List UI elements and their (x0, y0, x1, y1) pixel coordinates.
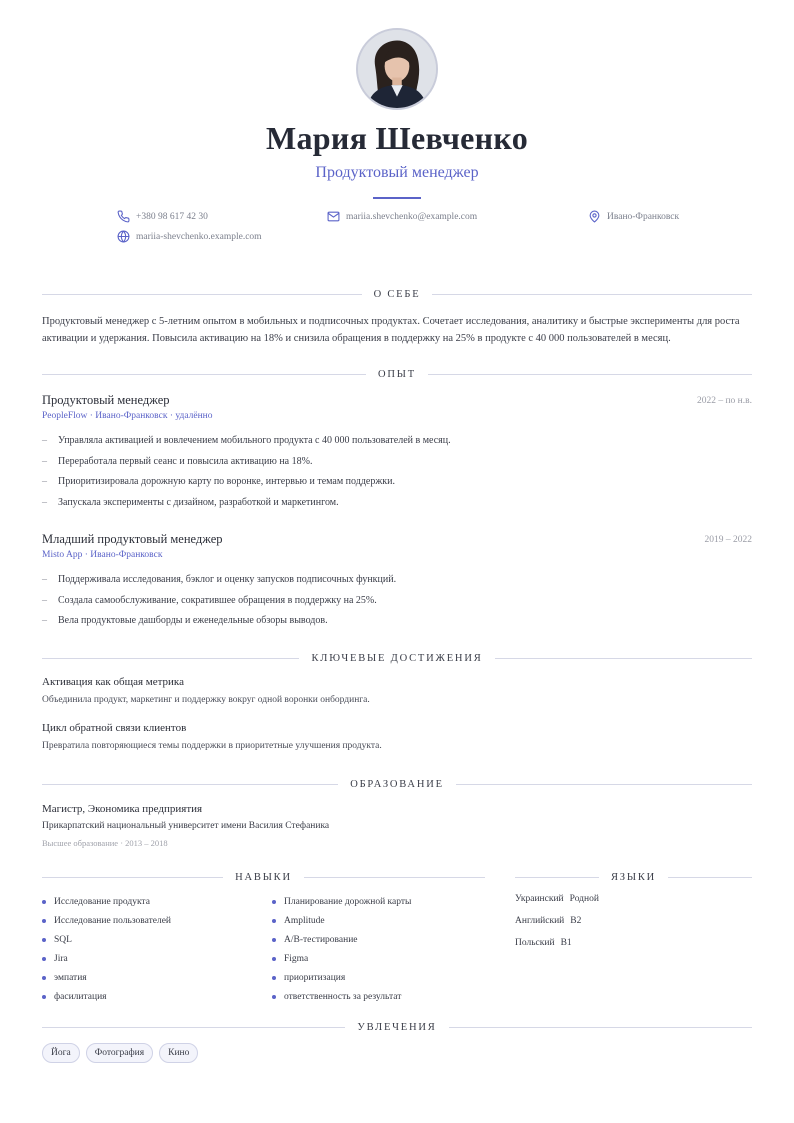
hobby-chip: Кино (159, 1043, 198, 1063)
contact-email[interactable] (327, 210, 477, 223)
list-item: – Запускала эксперименты с дизайном, разработкой и маркетингом. (42, 496, 339, 508)
achievement-desc: Объединила продукт, маркетинг и поддержку вокруг одной воронки онбординга. (42, 695, 370, 705)
profile-photo (358, 30, 436, 108)
list-item: – Вела продуктовые дашборды и еженедельные обзоры выводов. (42, 615, 328, 626)
about-text: Продуктовый менеджер с 5-летним опытом в мобильных и подписочных продуктах. Сочетает исследования, аналитику и быстрые эксперименты для роста активации и удержания. Повысила активацию на 18% и снизила обращения в поддержку на 25% в продукте с 40 000 пользователей в месяц. (42, 316, 740, 344)
job-bullets (42, 572, 742, 634)
list-item: – Создала самообслуживание, сократившее обращения в поддержку на 25%. (42, 594, 377, 606)
skill-item: A/B-тестирование (272, 930, 411, 949)
education-degree: Магистр, Экономика предприятия (42, 803, 203, 815)
section-title: УВЛЕЧЕНИЯ (357, 1021, 437, 1033)
hobby-chip: Фотография (86, 1043, 153, 1063)
section-achievements-header (42, 651, 752, 665)
hobby-chip: Йога (42, 1043, 80, 1063)
candidate-role: Продуктовый менеджер (315, 164, 479, 181)
avatar (356, 28, 438, 110)
skill-item: эмпатия (42, 968, 171, 987)
section-about-header (42, 287, 752, 301)
contact-phone[interactable] (117, 210, 208, 223)
job-title: Продуктовый менеджер (42, 393, 170, 407)
section-education-header (42, 777, 752, 791)
skill-item: Jira (42, 949, 171, 968)
contact-website[interactable] (117, 230, 262, 243)
achievement-title: Цикл обратной связи клиентов (42, 722, 187, 734)
skill-item: Исследование продукта (42, 892, 171, 911)
hobby-chips (42, 1043, 198, 1063)
skill-item: фасилитация (42, 987, 171, 1006)
job-company: Misto App · Ивано-Франковск (42, 550, 163, 560)
skill-item: SQL (42, 930, 171, 949)
skill-item: Исследование пользователей (42, 911, 171, 930)
skill-item: ответственность за результат (272, 987, 411, 1006)
contact-location-text: Ивано-Франковск (607, 211, 680, 222)
section-skills-header (42, 870, 485, 884)
achievement-title: Активация как общая метрика (42, 676, 184, 688)
section-title: НАВЫКИ (235, 871, 292, 883)
section-title: ОПЫТ (378, 368, 416, 380)
skill-item: Figma (272, 949, 411, 968)
contact-website-text: mariia-shevchenko.example.com (136, 231, 262, 242)
job-company: PeopleFlow · Ивано-Франковск · удалённо (42, 411, 213, 421)
list-item: – Управляла активацией и вовлечением мобильного продукта с 40 000 пользователей в месяц. (42, 435, 451, 446)
candidate-name: Мария Шевченко (265, 120, 529, 156)
title-divider (373, 197, 421, 199)
section-title: ЯЗЫКИ (611, 871, 657, 883)
section-title: О СЕБЕ (373, 288, 421, 300)
section-hobbies-header (42, 1020, 752, 1034)
education-meta: Высшее образование · 2013 – 2018 (42, 838, 168, 848)
job-bullets (42, 433, 742, 515)
education-school: Прикарпатский национальный университет имени Василия Стефаника (42, 821, 330, 831)
list-item: – Приоритизировала дорожную карту по воронке, интервью и темам поддержки. (42, 476, 395, 487)
section-languages-header (515, 870, 752, 884)
language-item: Украинский Родной (515, 894, 599, 904)
list-item: – Поддерживала исследования, бэклог и оценку запусков подписочных функций. (42, 574, 397, 585)
job-dates: 2022 – по н.в. (696, 396, 752, 406)
section-title: КЛЮЧЕВЫЕ ДОСТИЖЕНИЯ (311, 652, 483, 664)
job-dates: 2019 – 2022 (704, 535, 752, 545)
language-item: Польский B1 (515, 938, 572, 948)
phone-icon (117, 210, 130, 223)
skill-item: приоритизация (272, 968, 411, 987)
list-item: – Переработала первый сеанс и повысила активацию на 18%. (42, 455, 313, 467)
contact-phone-text: +380 98 617 42 30 (136, 211, 208, 222)
mail-icon (327, 210, 340, 223)
globe-icon (117, 230, 130, 243)
skills-list (42, 892, 171, 1006)
location-icon (588, 210, 601, 223)
contact-email-text: mariia.shevchenko@example.com (346, 211, 478, 222)
skill-item: Планирование дорожной карты (272, 892, 411, 911)
job-title: Младший продуктовый менеджер (42, 532, 223, 546)
languages-list (515, 892, 599, 958)
section-title: ОБРАЗОВАНИЕ (350, 778, 444, 790)
section-experience-header (42, 367, 752, 381)
achievement-desc: Превратила повторяющиеся темы поддержки в приоритетные улучшения продукта. (42, 741, 382, 751)
skills-list (272, 892, 411, 1006)
skill-item: Amplitude (272, 911, 411, 930)
contact-location (588, 210, 679, 223)
language-item: Английский B2 (515, 916, 582, 926)
